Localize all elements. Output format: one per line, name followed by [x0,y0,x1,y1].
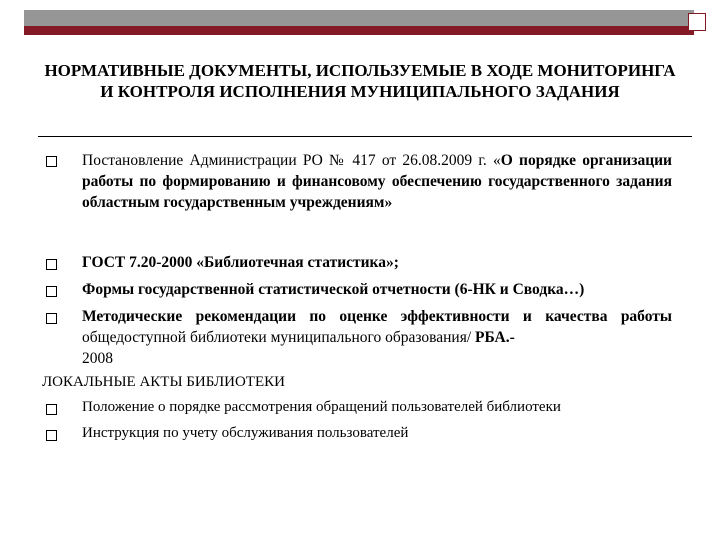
slide-title: НОРМАТИВНЫЕ ДОКУМЕНТЫ, ИСПОЛЬЗУЕМЫЕ В ХОДЕ МОНИТОРИНГА И КОНТРОЛЯ ИСПОЛНЕНИЯ МУНИЦИПАЛЬНОГО ЗАДАНИЯ [44,61,676,101]
top-decor-bar [24,10,694,26]
item-4-bold: Методические рекомендации по оценке эффективности и качества работы [82,308,672,325]
square-bullet-icon [46,430,57,441]
item-4-plain: общедоступной библиотеки муниципального образования [82,329,467,346]
square-bullet-icon [46,156,57,167]
local-acts-heading: ЛОКАЛЬНЫЕ АКТЫ БИБЛИОТЕКИ [42,374,285,390]
item-4-tail-plain: / [466,329,476,346]
top-accent-bar [24,26,694,35]
local-item-2: Инструкция по учету обслуживания пользователей [82,425,409,441]
document-item-2 [82,252,672,273]
local-item-1: Положение о порядке рассмотрения обращений пользователей библиотеки [82,399,561,415]
title-divider [38,136,692,137]
item-2-bold: ГОСТ 7.20-2000 «Библиотечная статистика»; [82,254,399,271]
item-4-tail-bold: РБА.- [475,329,515,346]
item-3-bold: Формы государственной статистической отчетности (6-НК и Сводка…) [82,281,585,298]
square-bullet-icon [46,259,57,270]
document-item-1 [82,150,672,213]
item-1-plain: Постановление Администрации РО № 417 от 26.08.2009 г. « [82,152,501,169]
square-bullet-icon [46,313,57,324]
item-1-bold: О порядке организации работы по формированию и финансовому обеспечению государственного задания областным государственным учреждениям» [82,152,672,211]
corner-square-icon [688,13,706,31]
item-4-year: 2008 [82,350,113,367]
square-bullet-icon [46,286,57,297]
document-item-3 [82,279,672,300]
document-item-4 [82,306,672,369]
square-bullet-icon [46,404,57,415]
